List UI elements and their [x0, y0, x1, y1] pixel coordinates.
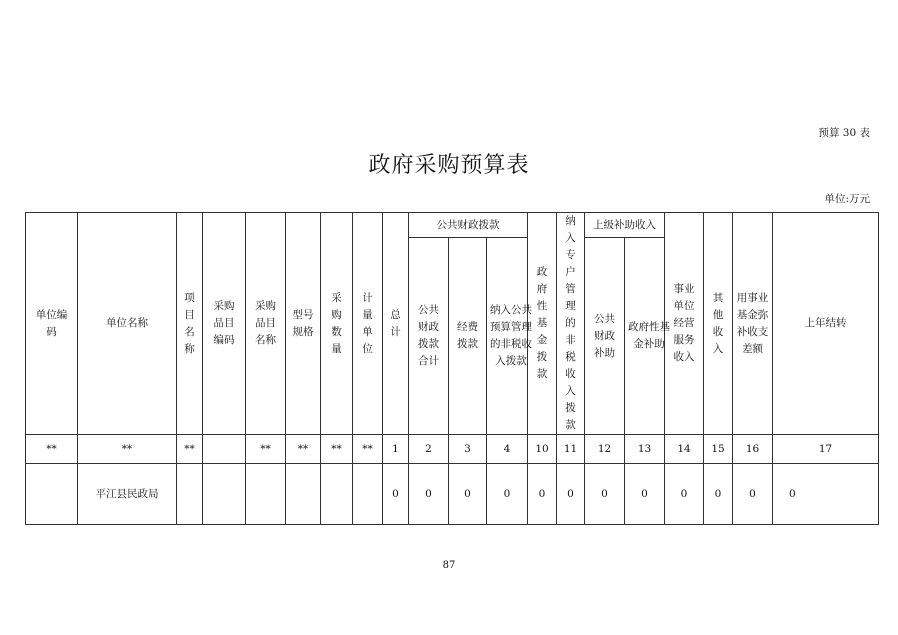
header-nontax-special: 纳入专户管理的非税收入拨款 [557, 213, 585, 435]
table-number: 预算 30 表 [818, 127, 870, 139]
header-purchase-qty: 采购数量 [321, 213, 353, 435]
cell-value: 0 [704, 464, 733, 525]
header-public-finance-total: 公共财政拨款合计 [409, 238, 449, 435]
header-unit-code: 单位编码 [26, 213, 78, 435]
cell-empty [286, 464, 321, 525]
code-cell [203, 435, 246, 464]
code-cell: ** [246, 435, 286, 464]
cell-empty [246, 464, 286, 525]
cell-value: 0 [449, 464, 487, 525]
code-cell: ** [26, 435, 78, 464]
cell-value: 0 [487, 464, 528, 525]
cell-empty [321, 464, 353, 525]
header-model-spec: 型号规格 [286, 213, 321, 435]
header-nontax-in-budget: 纳入公共预算管理的非税收入拨款 [487, 238, 528, 435]
code-cell: 11 [557, 435, 585, 464]
header-fund-balance: 用事业基金弥补收支差额 [733, 213, 773, 435]
cell-value: 0 [557, 464, 585, 525]
code-cell: 15 [704, 435, 733, 464]
cell-unit-code [26, 464, 78, 525]
code-row [26, 435, 879, 464]
code-cell: 13 [625, 435, 665, 464]
code-cell: ** [353, 435, 383, 464]
header-gov-fund-subsidy: 政府性基金补助 [625, 238, 665, 435]
cell-value: 0 [625, 464, 665, 525]
code-cell: ** [321, 435, 353, 464]
code-cell: 3 [449, 435, 487, 464]
code-cell: ** [286, 435, 321, 464]
cell-value: 0 [773, 464, 879, 525]
header-other-income: 其他收入 [704, 213, 733, 435]
code-cell: 1 [383, 435, 409, 464]
page-number: 87 [442, 560, 456, 571]
cell-empty [353, 464, 383, 525]
table-row [26, 464, 879, 525]
code-cell: 12 [585, 435, 625, 464]
unit-label: 单位:万元 [824, 193, 870, 205]
cell-value: 0 [585, 464, 625, 525]
code-cell: ** [177, 435, 203, 464]
page-title: 政府采购预算表 [368, 153, 530, 178]
cell-value: 0 [665, 464, 704, 525]
header-business-income: 事业单位经营服务收入 [665, 213, 704, 435]
code-cell: ** [78, 435, 177, 464]
header-superior-subsidy: 上级补助收入 [585, 213, 665, 238]
code-cell: 4 [487, 435, 528, 464]
header-funding-alloc: 经费拨款 [449, 238, 487, 435]
cell-value: 0 [409, 464, 449, 525]
cell-empty [203, 464, 246, 525]
header-carryover: 上年结转 [773, 213, 879, 435]
header-gov-fund: 政府性基金拨款 [528, 213, 557, 435]
code-cell: 10 [528, 435, 557, 464]
cell-unit-name: 平江县民政局 [78, 464, 177, 525]
header-purchase-item-code: 采购品目编码 [203, 213, 246, 435]
header-public-finance-subsidy: 公共财政补助 [585, 238, 625, 435]
code-cell: 16 [733, 435, 773, 464]
header-public-finance: 公共财政拨款 [409, 213, 528, 238]
code-cell: 17 [773, 435, 879, 464]
header-unit-name: 单位名称 [78, 213, 177, 435]
header-project-name: 项目名称 [177, 213, 203, 435]
header-purchase-item-name: 采购品目名称 [246, 213, 286, 435]
cell-value: 0 [383, 464, 409, 525]
cell-value: 0 [528, 464, 557, 525]
cell-value: 0 [733, 464, 773, 525]
cell-empty [177, 464, 203, 525]
header-measure-unit: 计量单位 [353, 213, 383, 435]
budget-table [25, 212, 879, 525]
header-total: 总计 [383, 213, 409, 435]
code-cell: 14 [665, 435, 704, 464]
code-cell: 2 [409, 435, 449, 464]
